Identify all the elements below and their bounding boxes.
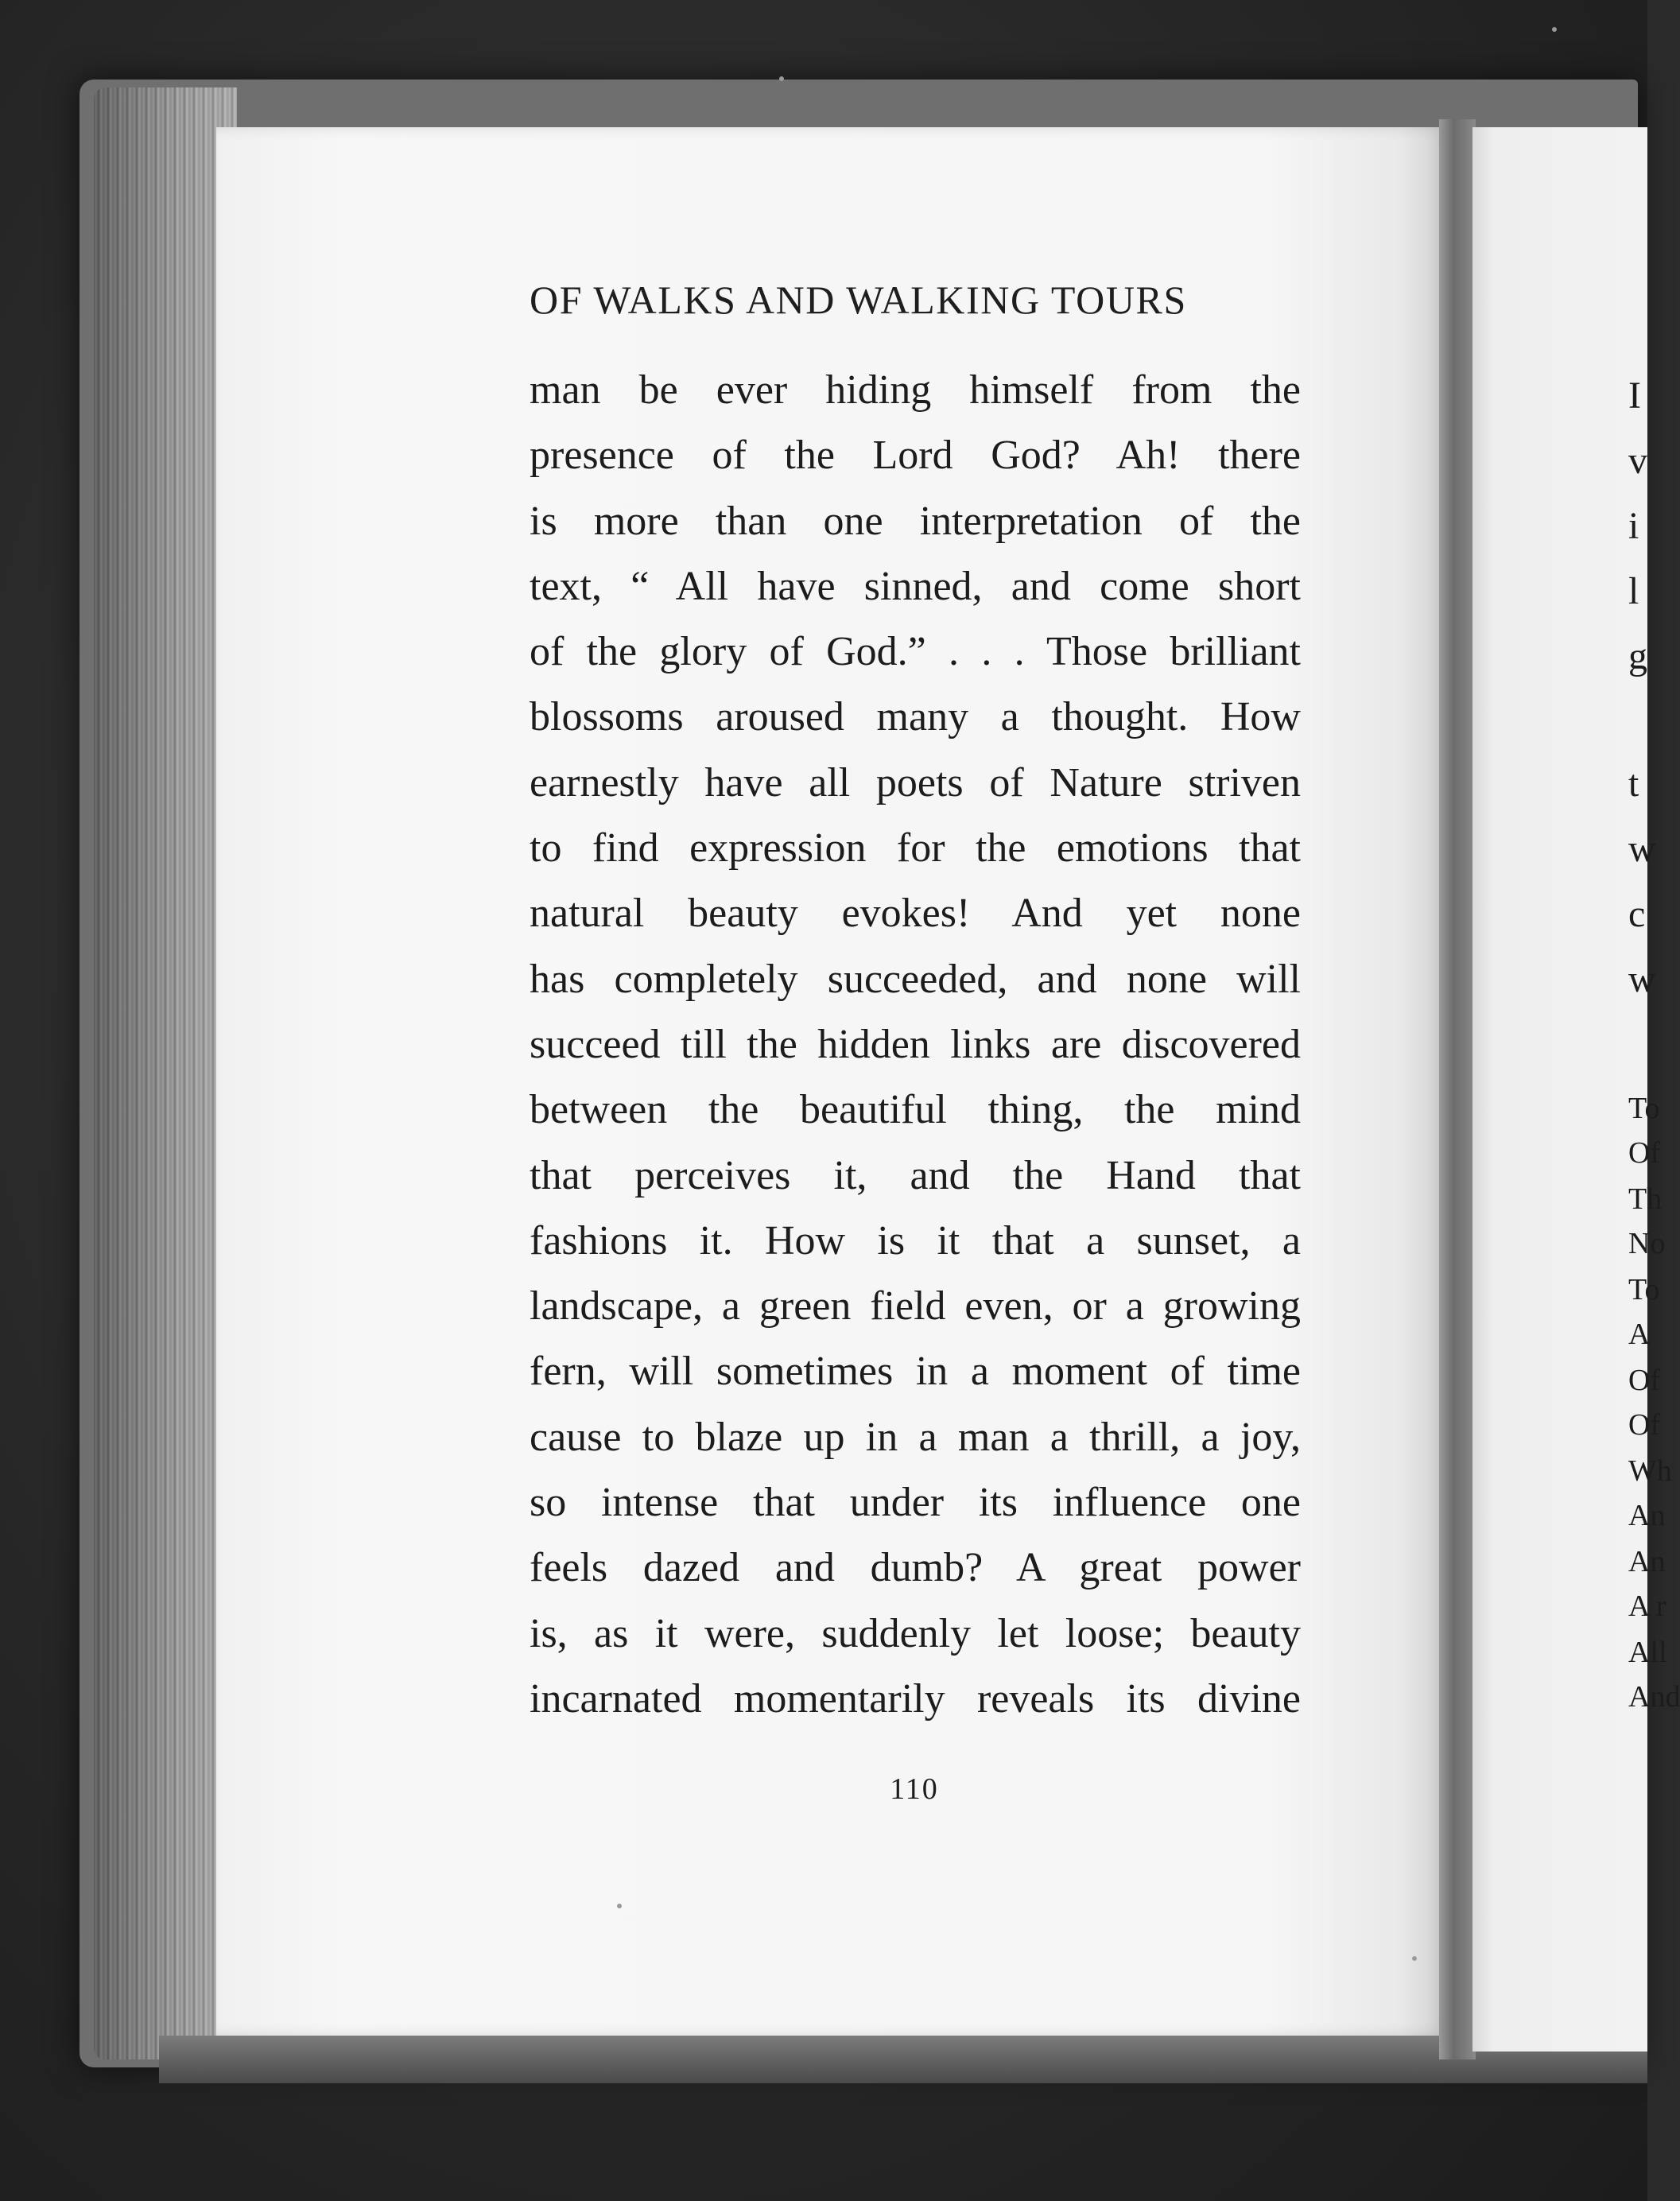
text-line: text, “ All have sinned, and come short xyxy=(530,563,1301,609)
facing-page-fragment: v xyxy=(1628,440,1647,482)
dust-speck xyxy=(1412,1956,1417,1961)
book-board-bottom xyxy=(159,2036,1647,2083)
text-line: blossoms aroused many a thought. How xyxy=(530,694,1301,740)
facing-page-fragment: c xyxy=(1628,893,1646,935)
text-line: has completely succeeded, and none will xyxy=(530,956,1301,1002)
facing-page-fragment: An xyxy=(1628,1499,1666,1532)
text-line: of the glory of God.” . . . Those brilliant xyxy=(530,629,1301,675)
text-line: natural beauty evokes! And yet none xyxy=(530,891,1301,937)
text-line: succeed till the hidden links are discovered xyxy=(530,1021,1301,1067)
text-line: is more than one interpretation of the xyxy=(530,498,1301,544)
facing-page-fragment: An xyxy=(1628,1545,1666,1578)
facing-page-fragment: t xyxy=(1628,763,1639,805)
running-head: OF WALKS AND WALKING TOURS xyxy=(530,278,1187,322)
text-line: cause to blaze up in a man a thrill, a joy, xyxy=(530,1414,1301,1460)
facing-page-fragment: I xyxy=(1628,375,1641,417)
facing-page-fragment: A r xyxy=(1628,1590,1666,1623)
text-line: landscape, a green field even, or a growing xyxy=(530,1283,1301,1330)
facing-page-fragment: And xyxy=(1628,1680,1680,1714)
facing-page-fragment: g xyxy=(1628,635,1647,677)
text-line: earnestly have all poets of Nature striven xyxy=(530,759,1301,805)
dust-speck xyxy=(617,1904,622,1908)
facing-page-fragment: l xyxy=(1628,570,1639,612)
facing-page-fragment: Of xyxy=(1628,1364,1661,1397)
page-number: 110 xyxy=(890,1772,939,1806)
text-line: fashions it. How is it that a sunset, a xyxy=(530,1217,1301,1264)
page-edges-shadow xyxy=(94,87,237,2059)
facing-page-fragment: All xyxy=(1628,1636,1667,1669)
text-line: feels dazed and dumb? A great power xyxy=(530,1545,1301,1591)
facing-page-fragment: w xyxy=(1628,828,1656,870)
dust-speck xyxy=(1552,27,1557,32)
text-line: so intense that under its influence one xyxy=(530,1480,1301,1526)
text-line: fern, will sometimes in a moment of time xyxy=(530,1349,1301,1395)
facing-page-fragment: Of xyxy=(1628,1408,1661,1442)
facing-page-fragment: Th xyxy=(1628,1182,1663,1216)
right-page xyxy=(1472,127,1647,2052)
facing-page-fragment: Of xyxy=(1628,1136,1661,1170)
text-line: between the beautiful thing, the mind xyxy=(530,1087,1301,1133)
facing-page-fragment: To xyxy=(1628,1092,1660,1125)
body-text xyxy=(530,358,1301,1732)
facing-page-fragment: Wh xyxy=(1628,1454,1672,1488)
text-line: is, as it were, suddenly let loose; beauty xyxy=(530,1610,1301,1656)
facing-page-fragment: w xyxy=(1628,958,1656,1000)
dust-speck xyxy=(779,76,784,81)
facing-page-fragment: A xyxy=(1628,1318,1651,1351)
facing-page-fragment: i xyxy=(1628,505,1639,547)
text-line: man be ever hiding himself from the xyxy=(530,367,1301,413)
facing-page-fragment: To xyxy=(1628,1273,1660,1306)
text-line: to find expression for the emotions that xyxy=(530,825,1301,871)
facing-page-fragment: No xyxy=(1628,1227,1666,1260)
book-gutter xyxy=(1439,119,1476,2059)
text-line: that perceives it, and the Hand that xyxy=(530,1152,1301,1198)
text-line: incarnated momentarily reveals its divine xyxy=(530,1675,1301,1722)
text-line: presence of the Lord God? Ah! there xyxy=(530,433,1301,479)
